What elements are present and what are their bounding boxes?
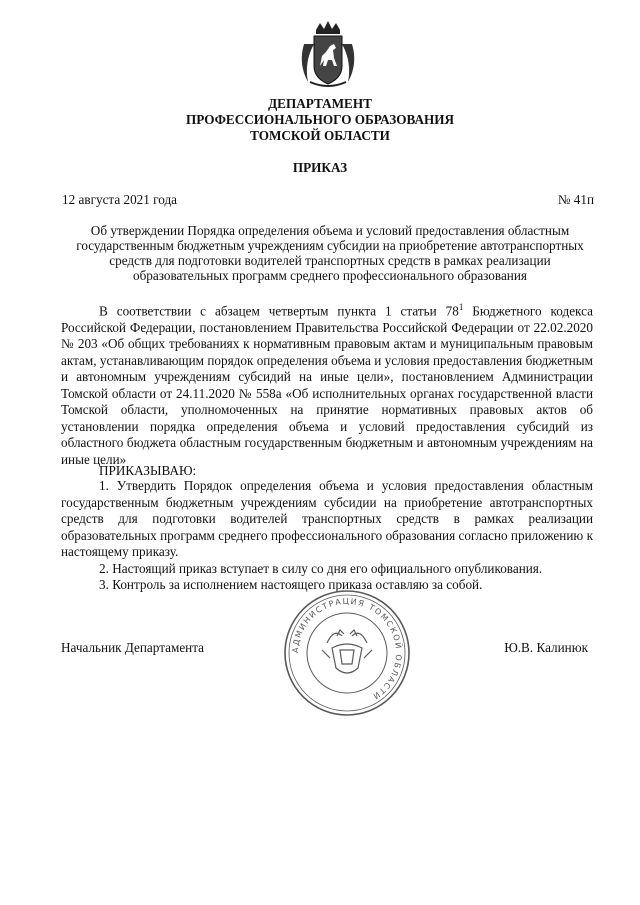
signatory-position: Начальник Департамента — [61, 640, 205, 655]
official-seal-stamp — [282, 588, 412, 718]
preamble-paragraph — [61, 299, 593, 468]
preamble-text-part1: В соответствии с абзацем четвертым пункта 1 статьи 78 — [99, 303, 459, 319]
document-date: 12 августа 2021 года — [62, 192, 178, 207]
document-type: ПРИКАЗ — [292, 160, 348, 175]
org-name-line-2: ПРОФЕССИОНАЛЬНОГО ОБРАЗОВАНИЯ — [185, 112, 455, 127]
svg-text:АДМИНИСТРАЦИЯ ТОМСКОЙ ОБЛАСТИ: АДМИНИСТРАЦИЯ ТОМСКОЙ ОБЛАСТИ — [290, 596, 404, 702]
order-item: 1. Утвердить Порядок определения объема и условия предоставления областным государственным бюджетным учреждениям субсидии на приобретение автотранспортных средств для подготовки водителей транспортных средств в рамках реализации образовательных программ среднего профессионального образования согласно приложению к настоящему приказу. — [61, 478, 593, 559]
preamble-superscript: 1 — [458, 302, 464, 312]
signatory-name: Ю.В. Калинюк — [504, 640, 588, 655]
order-word: ПРИКАЗЫВАЮ: — [99, 463, 197, 478]
order-item: 3. Контроль за исполнением настоящего приказа оставляю за собой. — [99, 577, 483, 592]
org-name-line-3: ТОМСКОЙ ОБЛАСТИ — [250, 128, 390, 143]
order-item: 2. Настоящий приказ вступает в силу со дня его официального опубликования. — [99, 560, 543, 576]
document-subject: Об утверждении Порядка определения объема и условий предоставления областным государственным бюджетным учреждениям субсидии на приобретение автотранспортных средств для подготовки водителей транспортных средств в рамках реализации образовательных программ среднего профессионального образования — [76, 223, 584, 283]
org-name-line-1: ДЕПАРТАМЕНТ — [268, 96, 372, 111]
order-items — [61, 478, 593, 594]
coat-of-arms-icon — [296, 20, 360, 90]
preamble-text-part2: Бюджетного кодекса Российской Федерации, постановлением Правительства Российской Федерации от 22.02.2020 № 203 «Об общих требованиях к нормативным правовым актам и муниципальным правовым актам, устанавливающим порядок определения объема и условия предоставления бюджетным и автономным учреждениям субсидий на иные цели», постановлением Администрации Томской области от 24.11.2020 № 558а «Об исполнительных органах государственной власти Томской области, уполномоченных на принятие нормативных правовых актов об установлении порядка определения объема и условий предоставления субсидий из областного бюджета областным государственным бюджетным и автономным учреждениям на иные цели» — [61, 303, 593, 467]
document-number: № 41п — [557, 192, 594, 207]
